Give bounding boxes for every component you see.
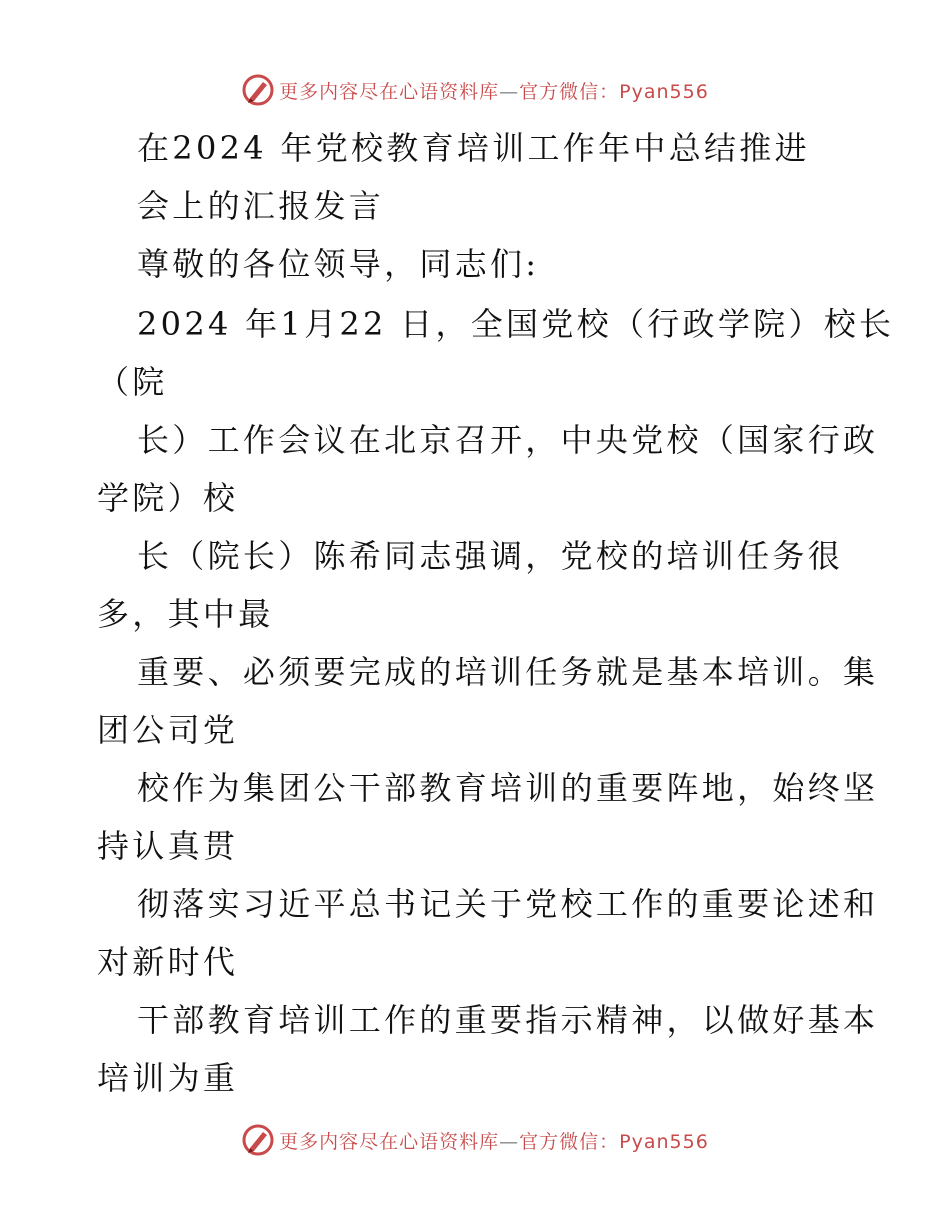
pen-logo-icon [241,1123,275,1157]
text-line: 持认真贯 [97,827,239,865]
text-line: 对新时代 [97,943,239,981]
watermark-text: 更多内容尽在心语资料库—官方微信：Pyan556 [279,80,709,103]
text-line: 长）工作会议在北京召开，中央党校（国家行政 [137,421,879,459]
text-line: 会上的汇报发言 [137,187,385,225]
text-line: 干部教育培训工作的重要指示精神，以做好基本 [137,1001,879,1039]
text-line: 在2024 年党校教育培训工作年中总结推进 [137,129,810,167]
text-line: 校作为集团公干部教育培训的重要阵地，始终坚 [137,769,879,807]
text-line: 多，其中最 [97,595,274,633]
text-line: 培训为重 [97,1059,239,1097]
text-line: 2024 年1月22 日，全国党校（行政学院）校长 [137,305,895,343]
footer-watermark [0,1120,950,1160]
text-line: （院 [97,363,168,401]
text-line: 学院）校 [97,479,239,517]
watermark-text: 更多内容尽在心语资料库—官方微信：Pyan556 [279,1130,709,1153]
text-line: 尊敬的各位领导，同志们: [137,245,540,283]
pen-logo-icon [241,73,275,107]
text-line: 重要、必须要完成的培训任务就是基本培训。集 [137,653,879,691]
text-line: 长（院长）陈希同志强调，党校的培训任务很 [137,537,844,575]
header-watermark [0,70,950,110]
text-line: 彻落实习近平总书记关于党校工作的重要论述和 [137,885,879,923]
text-line: 团公司党 [97,711,239,749]
